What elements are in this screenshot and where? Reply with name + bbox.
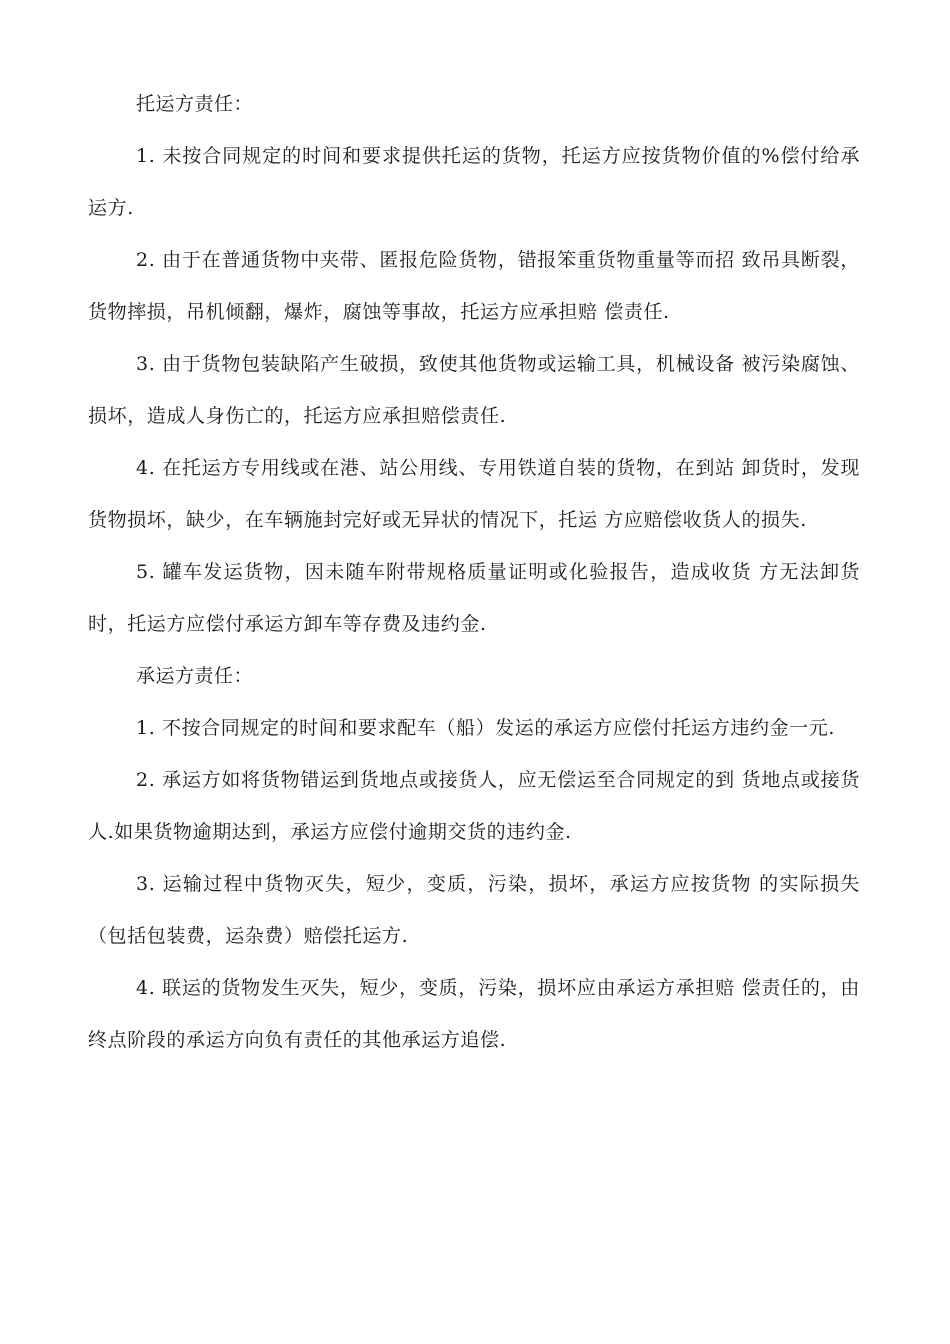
shipper-item-5: 5. 罐车发运货物，因未随车附带规格质量证明或化验报告，造成收货 方无法卸货时，托运方应偿付承运方卸车等存费及违约金. <box>88 561 860 635</box>
shipper-item-3: 3. 由于货物包装缺陷产生破损，致使其他货物或运输工具，机械设备 被污染腐蚀、损坏，造成人身伤亡的，托运方应承担赔偿责任. <box>88 353 860 427</box>
shipper-item-4: 4. 在托运方专用线或在港、站公用线、专用铁道自装的货物，在到站 卸货时，发现货物损坏，缺少，在车辆施封完好或无异状的情况下，托运 方应赔偿收货人的损失. <box>88 457 860 531</box>
carrier-item-1: 1. 不按合同规定的时间和要求配车（船）发运的承运方应偿付托运方违约金一元. <box>136 717 836 739</box>
carrier-item-4: 4. 联运的货物发生灭失，短少，变质，污染，损坏应由承运方承担赔 偿责任的，由终点阶段的承运方向负有责任的其他承运方追偿. <box>88 977 860 1051</box>
carrier-item-3: 3. 运输过程中货物灭失，短少，变质，污染，损坏，承运方应按货物 的实际损失（包括包装费，运杂费）赔偿托运方. <box>88 873 860 947</box>
carrier-responsibility-heading: 承运方责任： <box>136 665 254 687</box>
shipper-item-1: 1. 未按合同规定的时间和要求提供托运的货物，托运方应按货物价值的%偿付给承运方. <box>88 145 860 219</box>
shipper-responsibility-heading: 托运方责任： <box>136 93 254 115</box>
document-body <box>88 78 860 1066</box>
carrier-item-2: 2. 承运方如将货物错运到货地点或接货人，应无偿运至合同规定的到 货地点或接货人.如果货物逾期达到，承运方应偿付逾期交货的违约金. <box>88 769 860 843</box>
shipper-item-2: 2. 由于在普通货物中夹带、匿报危险货物，错报笨重货物重量等而招 致吊具断裂，货物摔损，吊机倾翻，爆炸，腐蚀等事故，托运方应承担赔 偿责任. <box>88 249 860 323</box>
